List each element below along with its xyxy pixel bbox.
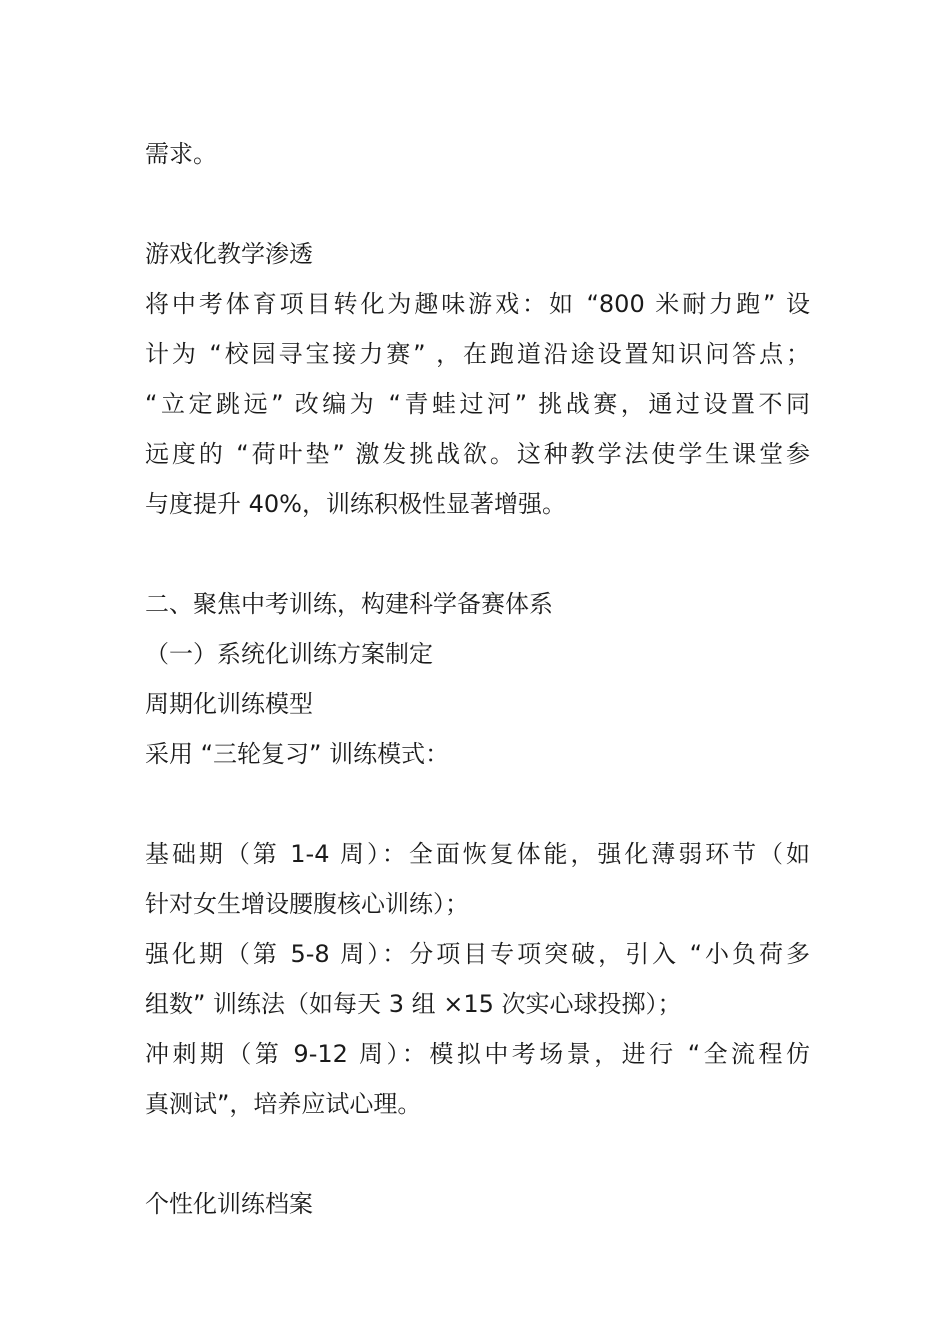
paragraph-line: 与度提升 40%，训练积极性显著增强。 [145,490,566,518]
list-item-line: 针对女生增设腰腹核心训练）； [145,890,469,918]
subsection-heading: （一）系统化训练方案制定 [145,640,433,668]
blank-line [145,529,810,579]
list-item-line: 真测试”，培养应试心理。 [145,1090,422,1118]
subheading: 周期化训练模型 [145,690,313,718]
text-line: 需求。 [145,140,217,168]
list-item-line: 基础期（第 1-4 周）：全面恢复体能，强化薄弱环节（如 [145,840,810,868]
paragraph-line: 远度的 “荷叶垫” 激发挑战欲。这种教学法使学生课堂参 [145,440,810,468]
subheading: 游戏化教学渗透 [145,240,313,268]
list-item-line: 冲刺期（第 9-12 周）：模拟中考场景，进行 “全流程仿 [145,1040,810,1068]
blank-line [145,1129,810,1179]
paragraph-line: 采用 “三轮复习” 训练模式： [145,740,450,768]
blank-line [145,779,810,829]
document-body [145,129,810,1229]
list-item-line: 强化期（第 5-8 周）：分项目专项突破，引入 “小负荷多 [145,940,810,968]
list-item-line: 组数” 训练法（如每天 3 组 ×15 次实心球投掷）； [145,990,682,1018]
section-heading: 二、聚焦中考训练，构建科学备赛体系 [145,590,553,618]
subheading: 个性化训练档案 [145,1190,313,1218]
paragraph-line: 将中考体育项目转化为趣味游戏：如 “800 米耐力跑” 设 [145,290,810,318]
paragraph-line: “立定跳远” 改编为 “青蛙过河” 挑战赛，通过设置不同 [145,390,810,418]
blank-line [145,179,810,229]
paragraph-line: 计为 “校园寻宝接力赛” ，在跑道沿途设置知识问答点； [145,340,810,368]
